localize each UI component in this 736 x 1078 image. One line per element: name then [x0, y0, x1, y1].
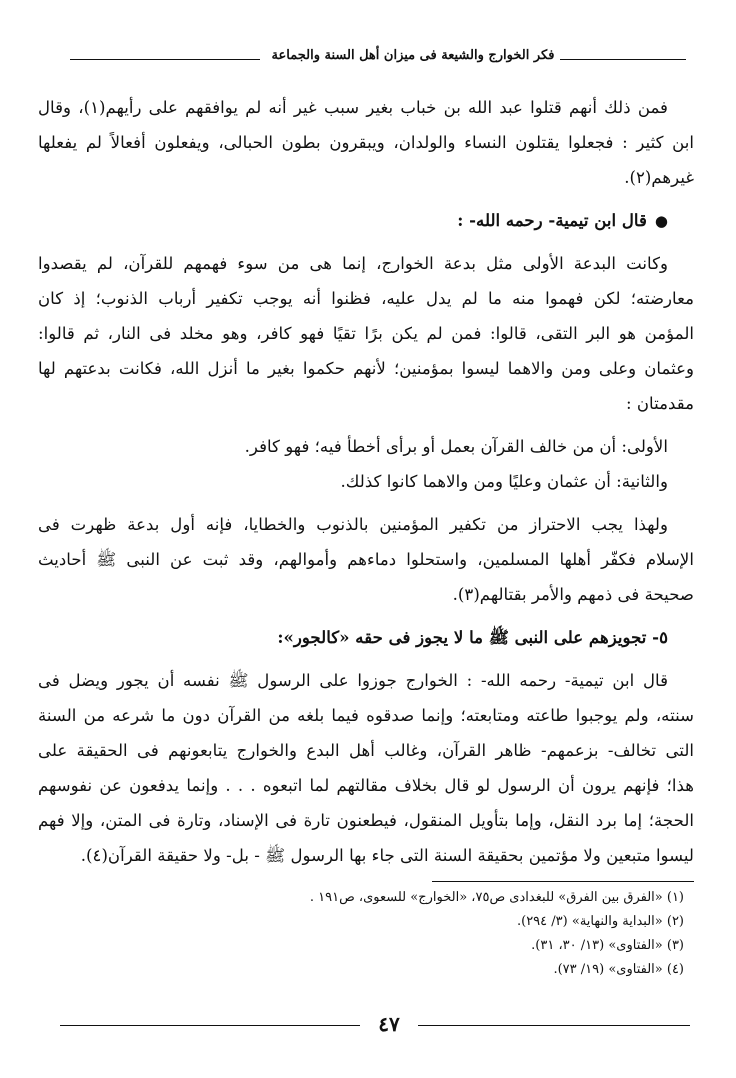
text-line	[38, 620, 694, 655]
text-line-content: قال ابن تيمية- رحمه الله- : الخوارج جوزوا على الرسول ﷺ نفسه أن يجور ويضل فى	[38, 671, 668, 690]
text-line-content: قال ابن تيمية- رحمه الله- :	[457, 210, 647, 230]
text-line	[38, 160, 694, 195]
page-footer	[60, 1012, 690, 1042]
text-line-content: المؤمن هو البر التقى، قالوا: فمن لم يكن برًا تقيًا فهو كافر، وهو مخلد فى النار، ثم قالوا:	[38, 324, 694, 343]
text-line-content: وعثمان وعلى ومن والاهما ليسوا بمؤمنين؛ لأنهم حكموا بغير ما أنزل الله، فكانت بدعتهم لها	[38, 359, 694, 378]
footnote: (٢) «البداية والنهاية» (٣/ ٢٩٤).	[516, 914, 684, 929]
text-line	[38, 542, 694, 577]
footer-rule-left	[60, 1025, 360, 1026]
text-line	[38, 733, 694, 768]
text-line-content: الحجة؛ إما برد النقل، وإما بتأويل المنقول، فيطعنون تارة فى الإسناد، وتارة فى المتن، وإلا فهم	[38, 811, 694, 830]
text-line-content: ٥- تجويزهم على النبى ﷺ ما لا يجوز فى حقه «كالجور»:	[277, 627, 668, 647]
text-line	[38, 316, 694, 351]
text-line-content: ابن كثير : فجعلوا يقتلون النساء والولدان، ويبقرون بطون الحبالى، ويفعلون أفعالاً لم يفعلها	[38, 133, 694, 152]
text-line	[38, 698, 694, 733]
text-line	[38, 464, 694, 499]
paragraph-gap	[38, 499, 694, 507]
text-line	[38, 203, 694, 238]
text-line	[38, 768, 694, 803]
text-line-content: غيرهم(٢).	[624, 168, 694, 187]
text-line	[38, 507, 694, 542]
text-line	[38, 663, 694, 698]
text-line-content: وكانت البدعة الأولى مثل بدعة الخوارج، إنما هى من سوء فهمهم للقرآن، لم يقصدوا	[38, 254, 668, 273]
header-rule-right	[560, 59, 686, 60]
text-line	[38, 90, 694, 125]
footnotes	[44, 886, 684, 982]
text-line	[38, 577, 694, 612]
header-rule-left	[70, 59, 260, 60]
footnote: (٤) «الفتاوى» (١٩/ ٧٣).	[553, 962, 684, 977]
running-header-title: فكر الخوارج والشيعة فى ميزان أهل السنة والجماعة	[271, 48, 555, 63]
text-line-content: الأولى: أن من خالف القرآن بعمل أو برأى أخطأ فيه؛ فهو كافر.	[244, 437, 668, 456]
text-line-content: التى تخالف- بزعمهم- ظاهر القرآن، وغالب أهل البدع والخوارج يتابعونهم فى الحقيقة على	[38, 741, 694, 760]
bullet-icon: ●	[654, 212, 668, 230]
text-line-content: الإسلام فكفّر أهلها المسلمين، واستحلوا دماءهم وأموالهم، وقد ثبت عن النبى ﷺ أحاديث	[38, 550, 694, 569]
footnote: (١) «الفرق بين الفرق» للبغدادى ص٧٥، «الخوارج» للسعوى، ص١٩١ .	[309, 890, 684, 905]
text-line	[38, 246, 694, 281]
paragraph-gap	[38, 421, 694, 429]
text-line	[38, 386, 694, 421]
text-line-content: سنته، ولم يوجبوا طاعته ومتابعته؛ وإنما صدقوه فيما بلغه من القرآن دون ما شرعه من السنة	[38, 706, 694, 725]
paragraph-gap	[38, 238, 694, 246]
text-line-content: ولهذا يجب الاحتراز من تكفير المؤمنين بالذنوب والخطايا، فإنه أول بدعة ظهرت فى	[38, 515, 668, 534]
footnote: (٣) «الفتاوى» (١٣/ ٣٠، ٣١).	[531, 938, 684, 953]
footer-rule-right	[418, 1025, 690, 1026]
text-line-content: صحيحة فى ذمهم والأمر بقتالهم(٣).	[452, 585, 694, 604]
text-line	[38, 125, 694, 160]
text-line	[38, 351, 694, 386]
text-line-content: هذا؛ فإنهم يرون أن الرسول لو قال بخلاف مقالتهم لما اتبعوه . . . وإنما يدفعون عن نفوسهم	[38, 776, 694, 795]
text-line-content: فمن ذلك أنهم قتلوا عبد الله بن خباب بغير سبب غير أنه لم يوافقهم على رأيهم(١)، وقال	[38, 98, 668, 117]
paragraph-gap	[38, 655, 694, 663]
page-number: ٤٧	[378, 1012, 400, 1036]
running-header	[70, 44, 686, 72]
text-line-content: ليسوا متبعين ولا مؤتمين بحقيقة السنة التى جاء بها الرسول ﷺ - بل- ولا حقيقة القرآن(٤).	[80, 846, 694, 865]
text-line	[38, 838, 694, 873]
text-line-content: معارضته؛ لكن فهموا منه ما لم يدل عليه، فظنوا أنه يوجب تكفير أرباب الذنوب؛ إذ كان	[38, 289, 694, 308]
body-text	[38, 90, 694, 873]
text-line-content: مقدمتان :	[626, 394, 694, 413]
paragraph-gap	[38, 612, 694, 620]
text-line	[38, 429, 694, 464]
paragraph-gap	[38, 195, 694, 203]
text-line	[38, 803, 694, 838]
text-line	[38, 281, 694, 316]
footnote-separator	[432, 881, 694, 882]
text-line-content: والثانية: أن عثمان وعليًا ومن والاهما كانوا كذلك.	[340, 472, 668, 491]
